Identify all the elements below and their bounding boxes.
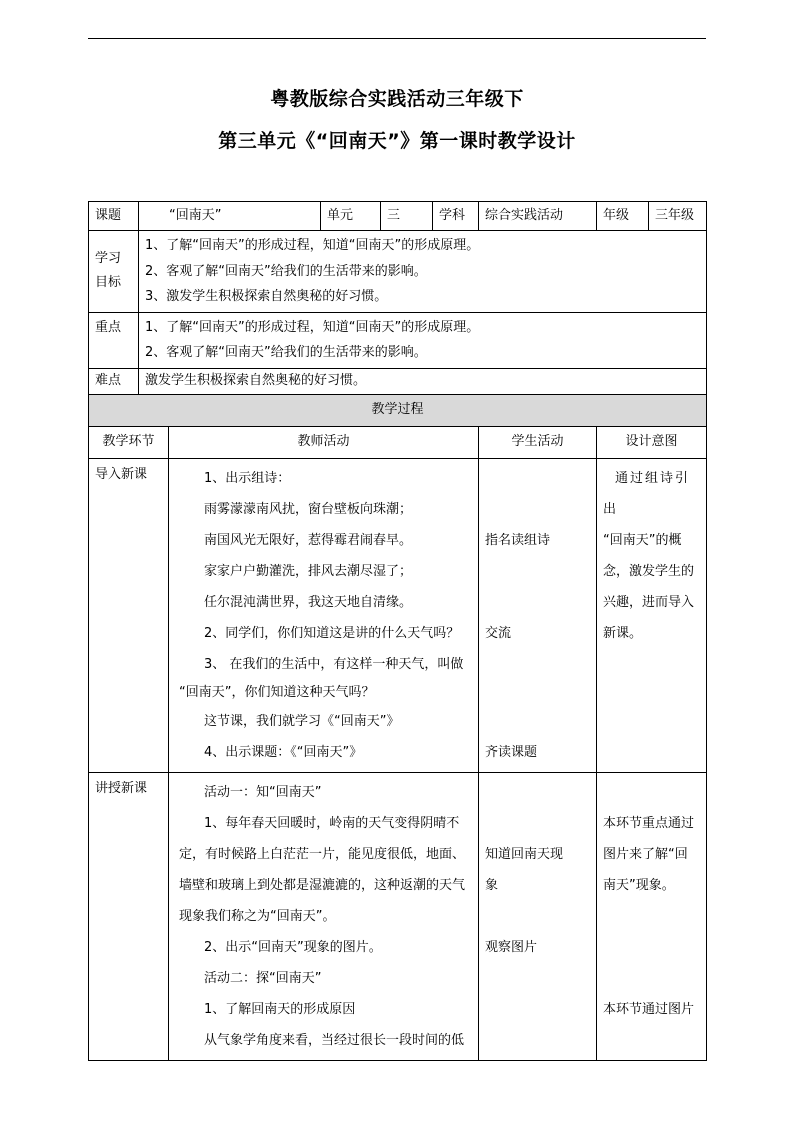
intent-line: 兴趣，进而导入 — [603, 594, 695, 610]
intro-design-intent — [597, 458, 707, 772]
subject-value: 综合实践活动 — [479, 202, 597, 231]
text-line: 这节课，我们就学习《“回南天”》 — [204, 713, 400, 729]
goals-row — [89, 231, 707, 313]
key-point-item: 2、客观了解“回南天”给我们的生活带来的影响。 — [145, 345, 427, 360]
student-line: 观察图片 — [485, 939, 538, 955]
text-line: 从气象学角度来看，当经过很长一段时间的低 — [204, 1032, 465, 1048]
poem-line: 雨雾濛濛南风扰，窗台壁板向珠潮； — [204, 501, 413, 517]
text-line: 2、同学们，你们知道这是讲的什么天气吗？ — [204, 625, 460, 641]
header-rule — [88, 38, 706, 39]
grade-label: 年级 — [597, 202, 649, 231]
text-line: 2、出示“回南天”现象的图片。 — [204, 939, 382, 955]
goals-label: 学习 目标 — [89, 231, 139, 313]
poem-line: 家家户户勤灌洗，排风去潮尽湿了； — [204, 563, 413, 579]
student-line: 象 — [485, 877, 499, 893]
intent-line: 念，激发学生的 — [603, 563, 695, 579]
goal-item: 1、了解“回南天”的形成过程，知道“回南天”的形成原理。 — [145, 238, 480, 253]
text-line: 1、每年春天回暖时，岭南的天气变得阴晴不 — [204, 815, 460, 831]
topic-value: “回南天” — [139, 202, 321, 231]
col-student-header: 学生活动 — [479, 426, 597, 458]
goals-content — [139, 231, 707, 313]
text-line: 活动二：探“回南天” — [204, 970, 322, 986]
teach-student-activity — [479, 772, 597, 1060]
lesson-plan-table — [88, 201, 707, 1061]
col-intent-header: 设计意图 — [597, 426, 707, 458]
student-line: 知道回南天现 — [485, 846, 564, 862]
intent-line: “回南天”的概 — [603, 532, 682, 548]
student-line: 齐读课题 — [485, 744, 538, 760]
key-points-content — [139, 312, 707, 368]
text-line: 3、 在我们的生活中，有这样一种天气，叫做 — [204, 656, 464, 672]
unit-value: 三 — [381, 202, 433, 231]
goal-item: 2、客观了解“回南天”给我们的生活带来的影响。 — [145, 263, 427, 279]
info-row — [89, 202, 707, 231]
goal-item: 3、激发学生积极探索自然奥秘的好习惯。 — [145, 289, 388, 304]
intro-row — [89, 458, 707, 772]
student-line: 指名读组诗 — [485, 532, 551, 548]
process-section-title: 教学过程 — [89, 394, 707, 426]
student-line: 交流 — [485, 625, 512, 641]
grade-value: 三年级 — [649, 202, 707, 231]
intent-line: 通过组诗引出 — [603, 470, 691, 517]
process-header-row — [89, 426, 707, 458]
intent-line: 南天”现象。 — [603, 877, 675, 893]
teach-design-intent — [597, 772, 707, 1060]
difficulty-row — [89, 368, 707, 394]
unit-label: 单元 — [321, 202, 381, 231]
poem-line: 任尔混沌满世界，我这天地自清缘。 — [204, 594, 413, 610]
intent-line: 本环节重点通过 — [603, 815, 695, 831]
teach-stage: 讲授新课 — [89, 772, 169, 1060]
text-line: 墙壁和玻璃上到处都是湿漉漉的，这种返潮的天气 — [179, 877, 466, 893]
intro-teacher-activity — [169, 458, 479, 772]
poem-line: 南国风光无限好，惹得霉君闹春早。 — [204, 532, 413, 548]
key-points-label: 重点 — [89, 312, 139, 368]
text-line: 4、出示课题：《“回南天”》 — [204, 744, 363, 760]
text-line: 活动一：知“回南天” — [204, 784, 322, 800]
col-teacher-header: 教师活动 — [169, 426, 479, 458]
key-point-item: 1、了解“回南天”的形成过程，知道“回南天”的形成原理。 — [145, 319, 480, 335]
intro-stage: 导入新课 — [89, 458, 169, 772]
text-line: “回南天”，你们知道这种天气吗？ — [179, 684, 375, 700]
col-stage-header: 教学环节 — [89, 426, 169, 458]
intent-line: 本环节通过图片 — [603, 1001, 695, 1017]
intent-line: 图片来了解“回 — [603, 846, 688, 862]
intro-student-activity — [479, 458, 597, 772]
document-title: 粤教版综合实践活动三年级下 — [270, 88, 524, 110]
document-subtitle: 第三单元《“回南天”》第一课时教学设计 — [218, 130, 576, 152]
teach-row — [89, 772, 707, 1060]
text-line: 1、出示组诗： — [204, 470, 291, 486]
difficulty-text: 激发学生积极探索自然奥秘的好习惯。 — [139, 368, 707, 394]
text-line: 1、了解回南天的形成原因 — [204, 1001, 356, 1017]
text-line: 定，有时候路上白茫茫一片，能见度很低，地面、 — [179, 846, 466, 862]
text-line: 现象我们称之为“回南天”。 — [179, 908, 336, 924]
teach-teacher-activity — [169, 772, 479, 1060]
process-section-row — [89, 394, 707, 426]
subject-label: 学科 — [433, 202, 479, 231]
key-points-row — [89, 312, 707, 368]
intent-line: 新课。 — [603, 625, 643, 641]
topic-label: 课题 — [89, 202, 139, 231]
difficulty-label: 难点 — [89, 368, 139, 394]
